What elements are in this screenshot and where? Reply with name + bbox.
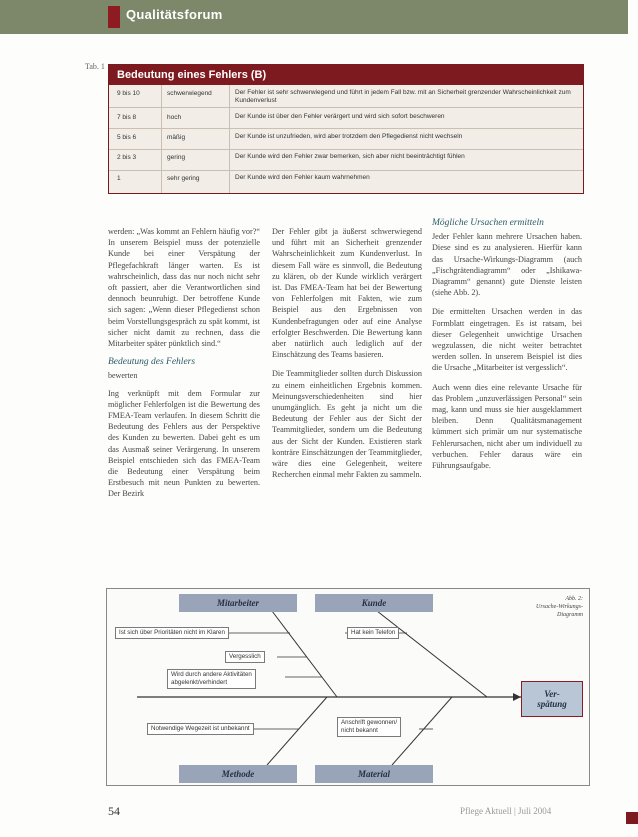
fishbone-diagram bbox=[106, 588, 590, 786]
cause-distracted-line: Wird durch andere Aktivitäten bbox=[171, 671, 252, 678]
footer-publication: Pflege Aktuell | Juli 2004 bbox=[460, 806, 552, 816]
table-title: Bedeutung eines Fehlers (B) bbox=[109, 65, 583, 85]
category-customer: Kunde bbox=[315, 594, 433, 612]
paragraph: Die ermittelten Ursachen werden in das Formblatt eingetragen. Es ist ratsam, bei dieser Gelegenheit unwichtige Ursachen wegzulassen, die nicht weiter betrachtet werden sollen. In unserem Beispiel ist dies die Ursache „Mitarbeiter ist vergesslich“. bbox=[432, 307, 582, 373]
paragraph: Der Fehler gibt ja äußerst schwerwiegend und führt mit an Sicherheit grenzender Wahrscheinlichkeit zum Kundenverlust. In diesem Fall wäre es sinnvoll, die Bedeutung zu klären, ob der Kunde wirklich verärgert ist. Das FMEA-Team hat bei der Bewertung von Fehlerfolgen mit Fakten, wie zum Beispiel aus den Ergebnissen von Kundenbefragungen oder auf eine Analyse erfolgter Beschwerden. Die Bewertung kann aber natürlich auch lediglich auf der Einschätzung des Teams basieren. bbox=[272, 227, 422, 360]
cause-no-phone: Hat kein Telefon bbox=[347, 627, 399, 639]
paragraph: Die Teammitglieder sollten durch Diskussion zu einem einheitlichen Ergebnis kommen. Meinungsverschiedenheiten sind hier unumgänglich. Es geht ja nicht um die Bedeutung der Fehler aus der Sicht der Teammitglieder, sondern um die Bedeutung aus der Sicht der Kunden. Existieren stark konträre Einschätzungen der Teammitglieder, wäre dies eine Gelegenheit, weitere Recherchen einmal mehr Fakten zu sammeln. bbox=[272, 369, 422, 480]
table-cell-range: 9 bis 10 bbox=[117, 90, 140, 97]
text-column-1 bbox=[108, 226, 260, 508]
cause-address-line: Anschrift gewonnen/ bbox=[341, 719, 398, 726]
table-cell-range: 1 bbox=[117, 175, 121, 182]
cause-priorities: Ist sich über Prioritäten nicht im Klaren bbox=[115, 627, 229, 639]
bone-line bbox=[377, 611, 487, 697]
effect-label: Ver- bbox=[544, 689, 560, 699]
category-staff: Mitarbeiter bbox=[179, 594, 297, 612]
cause-address bbox=[337, 717, 401, 737]
paragraph: Ing verknüpft mit dem Formular zur möglicher Fehlerfolgen ist die Bewertung des FMEA-Team verlaufen. In diesem Schritt die Bedeutung des Fehlers aus der Perspektive des Kunden zu bewerten. Dabei geht es um das Ausmaß seiner Verärgerung. In unserem Beispiel entschieden sich das FMEA-Team die Bedeutung einer Verspätung beim Erstbesuch mit neun Punkten zu bewerten. Der Bezirk bbox=[108, 388, 260, 499]
table-cell-range: 5 bis 6 bbox=[117, 134, 137, 141]
table-row bbox=[109, 85, 583, 103]
cause-forgetful: Vergesslich bbox=[225, 651, 265, 663]
figure-caption bbox=[521, 595, 583, 619]
table-cell-range: 7 bis 8 bbox=[117, 114, 137, 121]
spine-arrow bbox=[513, 693, 521, 701]
bone-line bbox=[267, 697, 327, 765]
cause-distracted-line: abgelenkt/verhindert bbox=[171, 679, 228, 686]
header-accent bbox=[108, 6, 120, 28]
paragraph: Auch wenn dies eine relevante Ursache für das Problem „unzuverlässigen Personal“ sein mag, kann und muss sie hier ausgeklammert bleiben. Denn Qualitätsmanagement kümmert sich primär um nur systematische Fehlerursachen, nicht aber um individuell zu verbuchen. Fehler daraus wäre ein Führungsaufgabe. bbox=[432, 382, 582, 471]
table-cell-level: schwerwiegend bbox=[167, 90, 212, 97]
page-header bbox=[0, 0, 638, 36]
section-heading: Mögliche Ursachen ermitteln bbox=[432, 218, 544, 228]
section-title: Qualitätsforum bbox=[126, 7, 223, 22]
corner-marker bbox=[626, 812, 638, 824]
section-heading: Bedeutung des Fehlers bbox=[108, 357, 196, 368]
table-row bbox=[109, 129, 583, 147]
figure-caption-title: Ursache-Wirkungs-Diagramm bbox=[536, 604, 583, 618]
cause-travel-time: Notwendige Wegezeit ist unbekannt bbox=[147, 723, 254, 735]
table-cell-desc: Der Kunde ist über den Fehler verärgert und wird sich sofort beschweren bbox=[235, 113, 445, 120]
table-cell-desc: Der Kunde wird den Fehler kaum wahrnehmen bbox=[235, 174, 370, 181]
table-cell-desc: Der Fehler ist sehr schwerwiegend und führt in jedem Fall bzw. mit an Sicherheit grenzender Wahrscheinlichkeit zum Kundenverlust bbox=[235, 89, 571, 104]
effect-box bbox=[521, 681, 583, 717]
category-method: Methode bbox=[179, 765, 297, 783]
paragraph: werden: „Was kommt an Fehlern häufig vor?“ In unserem Beispiel muss der potenzielle Kunde bei einer Verspätung der Pflegefachkraft länger warten. Es ist wahrscheinlich, dass das nur noch nicht sehr oft passiert, aber die Verantwortlichen sind dennoch beunruhigt. Der betroffene Kunde sich sagen: „Wenn dieser Pflegedienst schon beim Vorstellungsgespräch zu spät kommt, ist sicher nicht damit zu rechnen, dass die Mitarbeiter später pünktlich sind.“ bbox=[108, 227, 260, 349]
effect-label: spätung bbox=[537, 699, 567, 709]
table-row bbox=[109, 149, 583, 167]
cause-address-line: nicht bekannt bbox=[341, 727, 378, 734]
table-cell-level: hoch bbox=[167, 114, 182, 121]
cause-distracted bbox=[167, 669, 256, 689]
table-label: Tab. 1 bbox=[85, 62, 105, 71]
category-material: Material bbox=[315, 765, 433, 783]
paragraph: Jeder Fehler kann mehrere Ursachen haben. Diese sind es zu analysieren. Hierfür kann das Ursache-Wirkungs-Diagramm (auch „Fischgrätendiagramm“ oder „Ishikawa-Diagramm“ genannt) gute Dienste leisten (siehe Abb. 2). bbox=[432, 232, 582, 298]
table-cell-desc: Der Kunde wird den Fehler zwar bemerken, sich aber nicht beeinträchtigt fühlen bbox=[235, 153, 465, 160]
header-band bbox=[0, 0, 628, 34]
table-row bbox=[109, 109, 583, 127]
table-cell-range: 2 bis 3 bbox=[117, 154, 137, 161]
text-column-2 bbox=[272, 226, 422, 488]
page-number: 54 bbox=[108, 804, 120, 818]
table-cell-level: gering bbox=[167, 154, 186, 161]
figure-caption-label: Abb. 2: bbox=[565, 596, 583, 602]
table-cell-desc: Der Kunde ist unzufrieden, wird aber trotzdem den Pflegedienst nicht wechseln bbox=[235, 133, 463, 140]
table-divider bbox=[109, 107, 583, 108]
table-row bbox=[109, 170, 583, 188]
severity-table bbox=[108, 64, 584, 194]
table-cell-level: sehr gering bbox=[167, 175, 200, 182]
text-column-3 bbox=[432, 214, 582, 479]
table-cell-level: mäßig bbox=[167, 134, 186, 141]
bone-line bbox=[272, 611, 337, 697]
section-subheading: bewerten bbox=[108, 371, 138, 381]
